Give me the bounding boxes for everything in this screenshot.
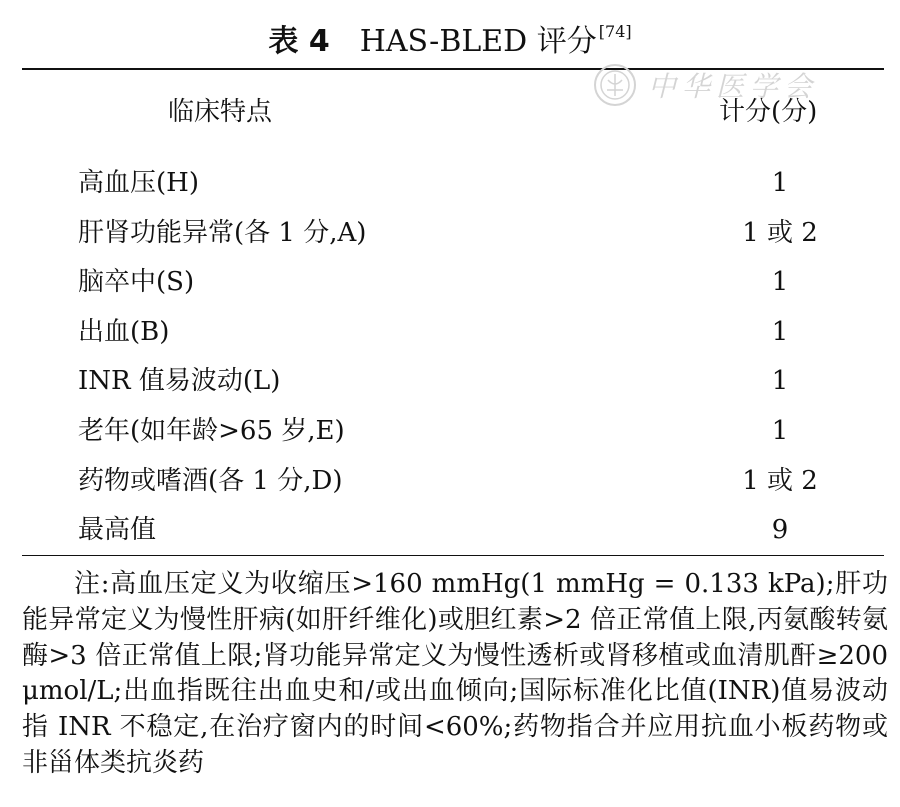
score-cell: 9 (771, 515, 789, 546)
table-row (0, 266, 900, 316)
emblem-seal-icon (592, 62, 638, 108)
column-header-score: 计分(分) (719, 97, 818, 127)
feature-cell: INR 值易波动(L) (78, 366, 281, 397)
table-row (0, 316, 900, 366)
score-cell: 1 或 2 (742, 465, 818, 496)
table-row (0, 365, 900, 415)
score-cell: 1 (771, 415, 789, 446)
table-name: HAS-BLED 评分 (359, 24, 597, 59)
feature-cell: 肝肾功能异常(各 1 分,A) (78, 217, 367, 248)
table-row (0, 415, 900, 465)
table-body (0, 167, 900, 564)
feature-cell: 脑卒中(S) (78, 267, 195, 298)
feature-cell: 出血(B) (78, 316, 170, 347)
score-cell: 1 (771, 366, 789, 397)
feature-cell: 高血压(H) (78, 168, 199, 198)
bottom-rule (22, 555, 884, 556)
table-row (0, 167, 900, 217)
feature-cell: 老年(如年龄>65 岁,E) (78, 415, 345, 446)
watermark-text: 中华医学会 (648, 70, 819, 103)
table-row (0, 217, 900, 267)
column-header-feature: 临床特点 (168, 97, 273, 127)
table-row (0, 514, 900, 564)
feature-cell: 药物或嗜酒(各 1 分,D) (78, 465, 343, 496)
feature-cell: 最高值 (78, 515, 157, 546)
citation-ref: [74] (598, 22, 632, 41)
table-number: 表 4 (268, 24, 330, 59)
score-cell: 1 或 2 (742, 217, 818, 248)
table-row (0, 465, 900, 515)
score-cell: 1 (771, 267, 789, 298)
score-cell: 1 (771, 316, 789, 347)
score-cell: 1 (771, 168, 789, 198)
table-footnote: 注:高血压定义为收缩压>160 mmHg(1 mmHg = 0.133 kPa);肝功能异常定义为慢性肝病(如肝纤维化)或胆红素>2 倍正常值上限,丙氨酸转氨酶>3 倍正常值上限;肾功能异常定义为慢性透析或肾移植或血清肌酐≥200 μmol/L;出血指既往出血史和/或出血倾向;国际标准化比值(INR)值易波动指 INR 不稳定,在治疗窗内的时间<60%;药物指合并应用抗血小板药物或非甾体类抗炎药 (22, 569, 888, 778)
table-title (0, 14, 900, 60)
